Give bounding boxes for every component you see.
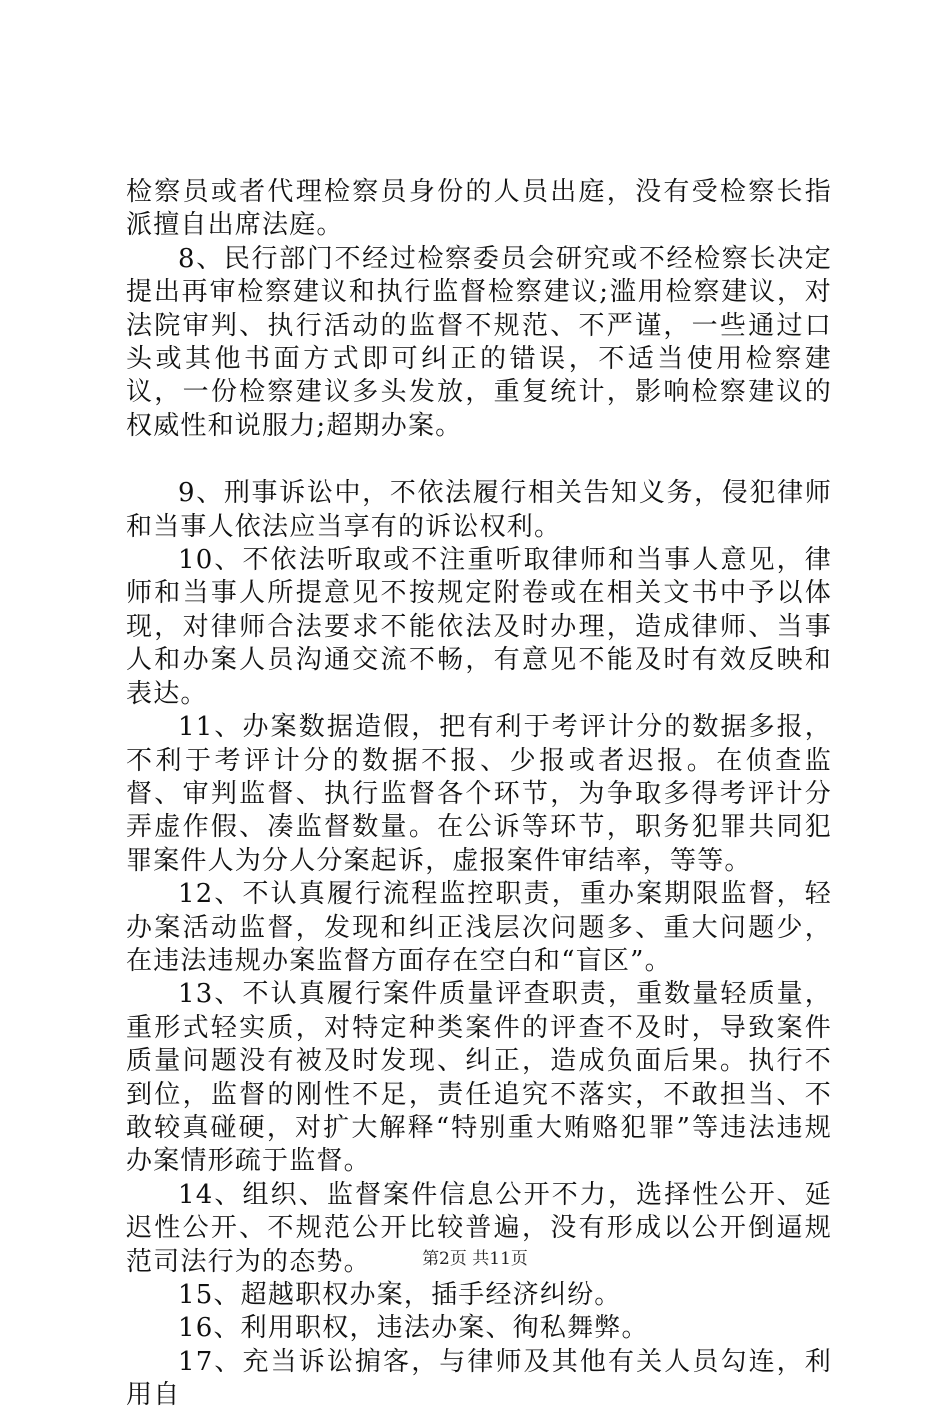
paragraph-spacer (126, 443, 832, 477)
paragraph-item-17: 17、充当诉讼掮客，与律师及其他有关人员勾连，利用自 (126, 1346, 832, 1411)
paragraph-item-8: 8、民行部门不经过检察委员会研究或不经检察长决定提出再审检察建议和执行监督检察建议;滥用检察建议，对法院审判、执行活动的监督不规范、不严谨，一些通过口头或其他书面方式即可纠正的错误，不适当使用检察建议，一份检察建议多头发放，重复统计，影响检察建议的权威性和说服力;超期办案。 (126, 243, 832, 441)
page-number-footer: 第2页 共11页 (422, 1249, 528, 1269)
paragraph-item-10: 10、不依法听取或不注重听取律师和当事人意见，律师和当事人所提意见不按规定附卷或在相关文书中予以体现，对律师合法要求不能依法及时办理，造成律师、当事人和办案人员沟通交流不畅，有意见不能及时有效反映和表达。 (126, 545, 832, 709)
paragraph-item-13: 13、不认真履行案件质量评查职责，重数量轻质量，重形式轻实质，对特定种类案件的评查不及时，导致案件质量问题没有被及时发现、纠正，造成负面后果。执行不到位，监督的刚性不足，责任追究不落实，不敢担当、不敢较真碰硬，对扩大解释“特别重大贿赂犯罪”等违法违规办案情形疏于监督。 (126, 979, 832, 1177)
document-body (126, 176, 832, 1413)
paragraph-item-14: 14、组织、监督案件信息公开不力，选择性公开、延迟性公开、不规范公开比较普遍，没有形成以公开倒逼规范司法行为的态势。 (126, 1179, 832, 1277)
paragraph-continued: 检察员或者代理检察员身份的人员出庭，没有受检察长指派擅自出席法庭。 (126, 177, 832, 241)
paragraph-item-9: 9、刑事诉讼中，不依法履行相关告知义务，侵犯律师和当事人依法应当享有的诉讼权利。 (126, 478, 832, 542)
paragraph-item-11: 11、办案数据造假，把有利于考评计分的数据多报，不利于考评计分的数据不报、少报或者迟报。在侦查监督、审判监督、执行监督各个环节，为争取多得考评计分弄虚作假、凑监督数量。在公诉等环节，职务犯罪共同犯罪案件人为分人分案起诉，虚报案件审结率，等等。 (126, 712, 832, 876)
paragraph-item-12: 12、不认真履行流程监控职责，重办案期限监督，轻办案活动监督，发现和纠正浅层次问题多、重大问题少，在违法违规办案监督方面存在空白和“盲区”。 (126, 879, 832, 976)
paragraph-item-15: 15、超越职权办案，插手经济纠纷。 (178, 1280, 622, 1310)
paragraph-item-16: 16、利用职权，违法办案、徇私舞弊。 (178, 1313, 649, 1344)
